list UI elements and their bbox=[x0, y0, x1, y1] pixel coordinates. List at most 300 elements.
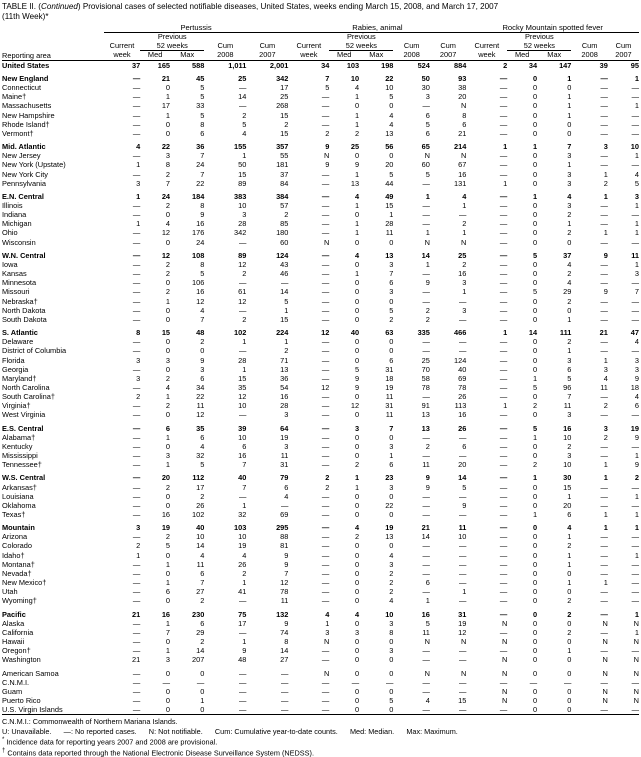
data-cell: 1 bbox=[634, 228, 639, 238]
table-row bbox=[2, 678, 639, 687]
data-cell: 39 bbox=[238, 423, 247, 433]
data-cell: 29 bbox=[563, 287, 572, 297]
reporting-area-cell: United States bbox=[2, 60, 104, 70]
data-cell: 26 bbox=[196, 500, 205, 510]
data-cell: — bbox=[132, 314, 141, 324]
data-cell: — bbox=[600, 128, 608, 138]
data-cell: 1 bbox=[462, 201, 467, 210]
data-cell: — bbox=[600, 119, 608, 129]
data-cell: 3 bbox=[634, 364, 639, 374]
reporting-area-cell: Colorado bbox=[2, 541, 32, 551]
data-cell: — bbox=[321, 541, 330, 551]
table-row bbox=[2, 637, 639, 646]
data-cell: — bbox=[459, 686, 467, 696]
data-cell: 36 bbox=[280, 373, 289, 383]
data-cell: 27 bbox=[196, 587, 205, 597]
data-cell: 2 bbox=[200, 596, 205, 606]
data-cell: 2 bbox=[603, 401, 608, 411]
data-cell: — bbox=[132, 337, 141, 347]
data-cell: 12 bbox=[321, 382, 330, 392]
table-footnotes bbox=[0, 717, 641, 757]
data-cell: 25 bbox=[458, 250, 467, 260]
data-cell: 6 bbox=[389, 278, 394, 288]
table-row bbox=[2, 424, 639, 433]
data-cell: 7 bbox=[200, 314, 205, 324]
data-cell: 3 bbox=[165, 355, 171, 365]
previous-label-rmsf: Previous bbox=[524, 32, 554, 42]
data-cell: — bbox=[600, 151, 608, 161]
data-cell: — bbox=[281, 686, 289, 696]
data-cell: 0 bbox=[533, 451, 538, 461]
data-cell: 2 bbox=[533, 401, 538, 411]
data-cell: 50 bbox=[238, 160, 247, 170]
data-cell: 3 bbox=[284, 441, 289, 451]
data-cell: 17 bbox=[196, 482, 205, 492]
data-cell: 0 bbox=[533, 668, 538, 678]
data-cell: 48 bbox=[196, 328, 205, 338]
data-cell: 16 bbox=[196, 287, 205, 297]
data-cell: 3 bbox=[462, 305, 467, 315]
data-cell: 50 bbox=[421, 73, 430, 83]
data-cell: 0 bbox=[355, 550, 360, 560]
reporting-area-cell: Mississippi bbox=[2, 451, 38, 461]
data-cell: 13 bbox=[421, 410, 430, 420]
data-cell: 1 bbox=[165, 392, 171, 402]
data-cell: — bbox=[499, 228, 508, 238]
cum-label-rmsf-2008: Cum bbox=[581, 41, 598, 51]
data-cell: 0 bbox=[165, 695, 171, 705]
data-cell: 0 bbox=[533, 101, 538, 111]
data-cell: 2 bbox=[165, 287, 171, 297]
data-cell: — bbox=[132, 695, 141, 705]
data-cell: — bbox=[499, 92, 508, 102]
week-header-rabies: week bbox=[300, 50, 318, 60]
data-cell: 6 bbox=[284, 482, 289, 492]
data-cell: 75 bbox=[238, 609, 247, 619]
data-cell: — bbox=[459, 451, 467, 461]
data-cell: — bbox=[499, 510, 508, 519]
table-row bbox=[2, 696, 639, 705]
title-continued: Continued bbox=[40, 2, 78, 11]
data-cell: 4 bbox=[355, 250, 360, 260]
data-cell: 34 bbox=[196, 382, 205, 392]
data-cell: 6 bbox=[634, 401, 639, 411]
data-cell: — bbox=[600, 314, 608, 324]
data-cell: — bbox=[321, 169, 330, 179]
table-row bbox=[2, 619, 639, 628]
data-cell: 3 bbox=[634, 355, 639, 365]
data-cell: 89 bbox=[238, 178, 247, 188]
data-cell: 0 bbox=[533, 578, 538, 588]
reporting-area-cell: Indiana bbox=[2, 210, 27, 220]
data-cell: 1 bbox=[389, 210, 394, 220]
data-cell: — bbox=[499, 500, 508, 510]
data-cell: — bbox=[499, 410, 508, 420]
data-cell: — bbox=[321, 178, 330, 188]
data-cell: — bbox=[459, 568, 467, 578]
data-cell: 1 bbox=[634, 101, 639, 111]
data-cell: — bbox=[288, 705, 329, 715]
year-header-rabies-2007: 2007 bbox=[439, 50, 457, 60]
table-row bbox=[2, 410, 639, 419]
data-cell: 6 bbox=[200, 373, 205, 383]
table-row bbox=[2, 541, 639, 550]
data-cell: — bbox=[321, 423, 330, 433]
data-cell: 14 bbox=[458, 473, 467, 483]
data-cell: 1 bbox=[325, 618, 330, 628]
data-cell: 11 bbox=[280, 596, 289, 606]
data-cell: — bbox=[499, 491, 508, 501]
data-cell: 2 bbox=[165, 373, 171, 383]
data-cell: 15 bbox=[280, 110, 289, 120]
data-cell: 47 bbox=[630, 328, 639, 338]
data-cell: 11 bbox=[196, 401, 205, 411]
data-cell: N bbox=[461, 151, 467, 161]
data-cell: 16 bbox=[238, 451, 247, 461]
data-cell: 0 bbox=[533, 596, 538, 606]
data-cell: 81 bbox=[280, 541, 289, 551]
data-cell: 0 bbox=[355, 596, 360, 606]
data-cell: 12 bbox=[321, 328, 330, 338]
data-cell: 33 bbox=[196, 101, 205, 111]
data-cell: 5 bbox=[200, 460, 205, 470]
data-cell: — bbox=[631, 532, 639, 542]
data-cell: 12 bbox=[161, 250, 171, 260]
data-cell: 5 bbox=[200, 269, 205, 279]
data-cell: 1 bbox=[389, 451, 394, 461]
data-cell: 0 bbox=[533, 686, 538, 696]
data-cell: — bbox=[132, 578, 141, 588]
data-cell: — bbox=[281, 695, 289, 705]
data-cell: 1 bbox=[355, 92, 360, 102]
data-cell: 20 bbox=[458, 92, 467, 102]
data-cell: 3 bbox=[136, 373, 141, 383]
reporting-area-cell: Kentucky bbox=[2, 441, 33, 451]
table-row bbox=[2, 151, 639, 160]
data-cell: 5 bbox=[355, 364, 360, 374]
data-cell: — bbox=[321, 346, 330, 356]
data-cell: — bbox=[132, 491, 141, 501]
data-cell: — bbox=[132, 287, 141, 297]
data-cell: — bbox=[386, 677, 394, 687]
data-cell: 31 bbox=[385, 401, 394, 411]
year-header-rmsf-2007: 2007 bbox=[615, 50, 632, 60]
data-cell: — bbox=[422, 587, 430, 597]
data-cell: 26 bbox=[458, 423, 467, 433]
data-cell: — bbox=[321, 441, 330, 451]
data-cell: 0 bbox=[355, 618, 360, 628]
data-cell: 7 bbox=[389, 269, 394, 279]
data-cell: — bbox=[459, 541, 467, 551]
data-cell: — bbox=[459, 655, 467, 665]
reporting-area-cell: S. Atlantic bbox=[2, 328, 38, 338]
data-cell: 0 bbox=[355, 296, 360, 306]
data-cell: 1 bbox=[136, 219, 141, 229]
data-cell: 2 bbox=[567, 337, 572, 347]
table-row bbox=[2, 560, 639, 569]
data-cell: 5 bbox=[425, 618, 430, 628]
data-cell: 45 bbox=[196, 73, 205, 83]
data-cell: — bbox=[499, 346, 508, 356]
reporting-area-cell: Maryland† bbox=[2, 373, 37, 383]
data-cell: — bbox=[600, 677, 608, 687]
data-cell: 22 bbox=[385, 73, 394, 83]
data-cell: — bbox=[393, 705, 429, 715]
data-cell: — bbox=[631, 237, 639, 247]
data-cell: — bbox=[459, 550, 467, 560]
data-cell: — bbox=[499, 646, 508, 656]
data-cell: 4 bbox=[242, 550, 247, 560]
data-cell: 0 bbox=[533, 618, 538, 628]
data-cell: — bbox=[422, 219, 430, 229]
data-cell: — bbox=[132, 686, 141, 696]
data-cell: 4 bbox=[389, 550, 394, 560]
data-cell: 21 bbox=[161, 73, 171, 83]
data-cell: 0 bbox=[533, 550, 538, 560]
table-row bbox=[2, 628, 639, 637]
data-cell: N bbox=[602, 618, 608, 628]
data-cell: — bbox=[132, 169, 141, 179]
data-cell: 1 bbox=[533, 373, 538, 383]
data-cell: 1 bbox=[567, 101, 572, 111]
reporting-area-cell: Louisiana bbox=[2, 491, 34, 501]
cum-label-rmsf-2007: Cum bbox=[615, 41, 632, 51]
data-cell: 2 bbox=[325, 473, 330, 483]
reporting-area-cell: New Jersey bbox=[2, 151, 41, 161]
data-cell: 2 bbox=[389, 568, 394, 578]
data-cell: 3 bbox=[325, 627, 330, 637]
data-cell: — bbox=[499, 237, 508, 247]
data-cell: 1 bbox=[355, 169, 360, 179]
data-cell: 63 bbox=[385, 328, 394, 338]
data-cell: 0 bbox=[165, 441, 171, 451]
data-cell: — bbox=[321, 578, 330, 588]
table-row bbox=[2, 251, 639, 260]
reporting-area-cell: New England bbox=[2, 73, 49, 83]
table-head bbox=[2, 23, 639, 60]
data-cell: 2 bbox=[567, 441, 572, 451]
data-cell: — bbox=[238, 677, 247, 687]
data-cell: 26 bbox=[238, 559, 247, 569]
data-cell: 74 bbox=[280, 627, 289, 637]
data-cell: 5 bbox=[325, 83, 330, 93]
data-cell: 1 bbox=[567, 92, 572, 102]
data-cell: 2 bbox=[165, 482, 171, 492]
data-cell: 0 bbox=[533, 296, 538, 306]
data-cell: 7 bbox=[200, 151, 205, 161]
data-cell: 1 bbox=[603, 523, 608, 533]
data-cell: — bbox=[459, 646, 467, 656]
data-cell: 11 bbox=[458, 523, 467, 533]
reporting-area-cell: W.S. Central bbox=[2, 473, 46, 483]
data-cell: 78 bbox=[421, 382, 430, 392]
data-cell: — bbox=[631, 482, 639, 492]
data-cell: 0 bbox=[140, 705, 170, 715]
data-cell: 1 bbox=[200, 695, 205, 705]
data-cell: 0 bbox=[533, 441, 538, 451]
table-row bbox=[2, 170, 639, 179]
data-cell: 3 bbox=[136, 355, 141, 365]
data-cell: 9 bbox=[242, 646, 247, 656]
data-cell: 5 bbox=[634, 178, 639, 188]
reporting-area-cell: E.N. Central bbox=[2, 191, 44, 201]
cum-label-rabies-2007: Cum bbox=[440, 41, 456, 51]
data-cell: 0 bbox=[389, 668, 394, 678]
data-cell: 0 bbox=[533, 151, 538, 161]
data-cell: — bbox=[499, 259, 508, 269]
data-cell: 12 bbox=[161, 228, 171, 238]
data-cell: — bbox=[631, 110, 639, 120]
data-cell: — bbox=[631, 314, 639, 324]
data-cell: — bbox=[132, 346, 141, 356]
data-cell: 1 bbox=[634, 151, 639, 161]
data-cell: — bbox=[499, 314, 508, 324]
data-cell: — bbox=[499, 151, 508, 161]
data-cell: — bbox=[600, 110, 608, 120]
data-cell: 6 bbox=[389, 355, 394, 365]
data-cell: 0 bbox=[355, 491, 360, 501]
data-cell: 9 bbox=[355, 382, 360, 392]
data-cell: 165 bbox=[140, 60, 170, 70]
data-cell: 2 bbox=[567, 228, 572, 238]
data-cell: 1 bbox=[533, 510, 538, 519]
data-cell: 3 bbox=[425, 92, 430, 102]
data-cell: 16 bbox=[280, 392, 289, 402]
data-cell: 5 bbox=[533, 382, 538, 392]
data-cell: 0 bbox=[355, 432, 360, 442]
data-cell: 14 bbox=[196, 541, 205, 551]
reporting-area-cell: Arkansas† bbox=[2, 482, 37, 492]
data-cell: 4 bbox=[355, 523, 360, 533]
table-row bbox=[2, 210, 639, 219]
data-cell: 1 bbox=[603, 578, 608, 588]
data-cell: 0 bbox=[355, 392, 360, 402]
data-cell: — bbox=[422, 296, 430, 306]
reporting-area-cell: West Virginia bbox=[2, 410, 46, 420]
data-cell: 0 bbox=[355, 510, 360, 519]
data-cell: — bbox=[600, 278, 608, 288]
data-cell: 34 bbox=[507, 60, 537, 70]
data-cell: — bbox=[631, 128, 639, 138]
data-cell: 10 bbox=[385, 83, 394, 93]
data-cell: — bbox=[499, 441, 508, 451]
data-cell: — bbox=[321, 191, 330, 201]
data-cell: — bbox=[631, 278, 639, 288]
data-cell: 2 bbox=[165, 169, 171, 179]
footnote-dagger bbox=[2, 747, 641, 757]
data-cell: 31 bbox=[280, 460, 289, 470]
table-row bbox=[2, 551, 639, 560]
data-cell: — bbox=[499, 627, 508, 637]
reporting-area-cell: Oregon† bbox=[2, 646, 31, 656]
data-cell: 9 bbox=[325, 142, 330, 152]
data-cell: 4 bbox=[136, 142, 141, 152]
data-cell: 207 bbox=[191, 655, 205, 665]
data-cell: 5 bbox=[389, 169, 394, 179]
table-row bbox=[2, 365, 639, 374]
data-cell: 0 bbox=[165, 210, 171, 220]
data-cell: — bbox=[499, 128, 508, 138]
group-header-rmsf: Rocky Mountain spotted fever bbox=[466, 23, 639, 33]
data-cell: — bbox=[321, 337, 330, 347]
data-cell: 4 bbox=[425, 695, 430, 705]
data-cell: 71 bbox=[280, 355, 289, 365]
data-cell: 0 bbox=[355, 668, 360, 678]
reporting-area-cell: Connecticut bbox=[2, 83, 42, 93]
data-cell: 1 bbox=[567, 160, 572, 170]
data-cell: N bbox=[633, 637, 639, 647]
data-cell: 1 bbox=[165, 460, 171, 470]
data-cell: 12 bbox=[458, 627, 467, 637]
data-cell: 1 bbox=[634, 259, 639, 269]
data-cell: 1 bbox=[355, 482, 360, 492]
data-cell: 3 bbox=[567, 169, 572, 179]
data-cell: 21 bbox=[458, 128, 467, 138]
data-cell: — bbox=[600, 201, 608, 210]
data-cell: N bbox=[602, 668, 608, 678]
med-header-rmsf: Med bbox=[515, 50, 530, 60]
data-cell: 2 bbox=[466, 60, 507, 70]
data-cell: — bbox=[459, 346, 467, 356]
data-cell: — bbox=[600, 269, 608, 279]
data-cell: 342 bbox=[276, 73, 289, 83]
data-cell: 38 bbox=[458, 83, 467, 93]
data-cell: — bbox=[600, 237, 608, 247]
data-cell: — bbox=[631, 92, 639, 102]
data-cell: 0 bbox=[567, 305, 572, 315]
data-cell: — bbox=[321, 305, 330, 315]
data-cell: 12 bbox=[280, 578, 289, 588]
reporting-area-cell: New York (Upstate) bbox=[2, 160, 66, 170]
data-cell: — bbox=[600, 441, 608, 451]
reporting-area-cell: Ohio bbox=[2, 228, 18, 238]
data-cell: 1 bbox=[567, 110, 572, 120]
data-cell: 5 bbox=[200, 83, 205, 93]
data-cell: 0 bbox=[389, 346, 394, 356]
reporting-area-cell: Utah bbox=[2, 587, 18, 597]
data-cell: 588 bbox=[170, 60, 204, 70]
data-cell: 1 bbox=[567, 314, 572, 324]
data-cell: 0 bbox=[533, 609, 538, 619]
data-cell: 1 bbox=[355, 269, 360, 279]
data-cell: — bbox=[600, 627, 608, 637]
reporting-area-cell: Alabama† bbox=[2, 432, 36, 442]
table-row bbox=[2, 646, 639, 655]
data-cell: 17 bbox=[280, 83, 289, 93]
data-cell: — bbox=[499, 578, 508, 588]
data-cell: 25 bbox=[350, 142, 360, 152]
data-cell: 11 bbox=[422, 460, 430, 470]
data-cell: 6 bbox=[242, 441, 247, 451]
data-cell: — bbox=[321, 568, 330, 578]
data-cell: 10 bbox=[385, 609, 394, 619]
data-cell: 5 bbox=[425, 169, 430, 179]
data-cell: 3 bbox=[136, 523, 141, 533]
data-cell: — bbox=[204, 705, 246, 715]
data-cell: 1 bbox=[634, 627, 639, 637]
table-row bbox=[2, 160, 639, 169]
data-cell: 6 bbox=[165, 587, 171, 597]
data-cell: 1 bbox=[634, 219, 639, 229]
data-cell: 13 bbox=[280, 364, 289, 374]
data-cell: — bbox=[132, 559, 141, 569]
data-cell: — bbox=[499, 559, 508, 569]
data-cell: 4 bbox=[634, 337, 639, 347]
data-cell: 1 bbox=[533, 191, 538, 201]
data-cell: — bbox=[499, 609, 508, 619]
data-cell: 11 bbox=[631, 250, 639, 260]
data-cell: 96 bbox=[563, 382, 572, 392]
